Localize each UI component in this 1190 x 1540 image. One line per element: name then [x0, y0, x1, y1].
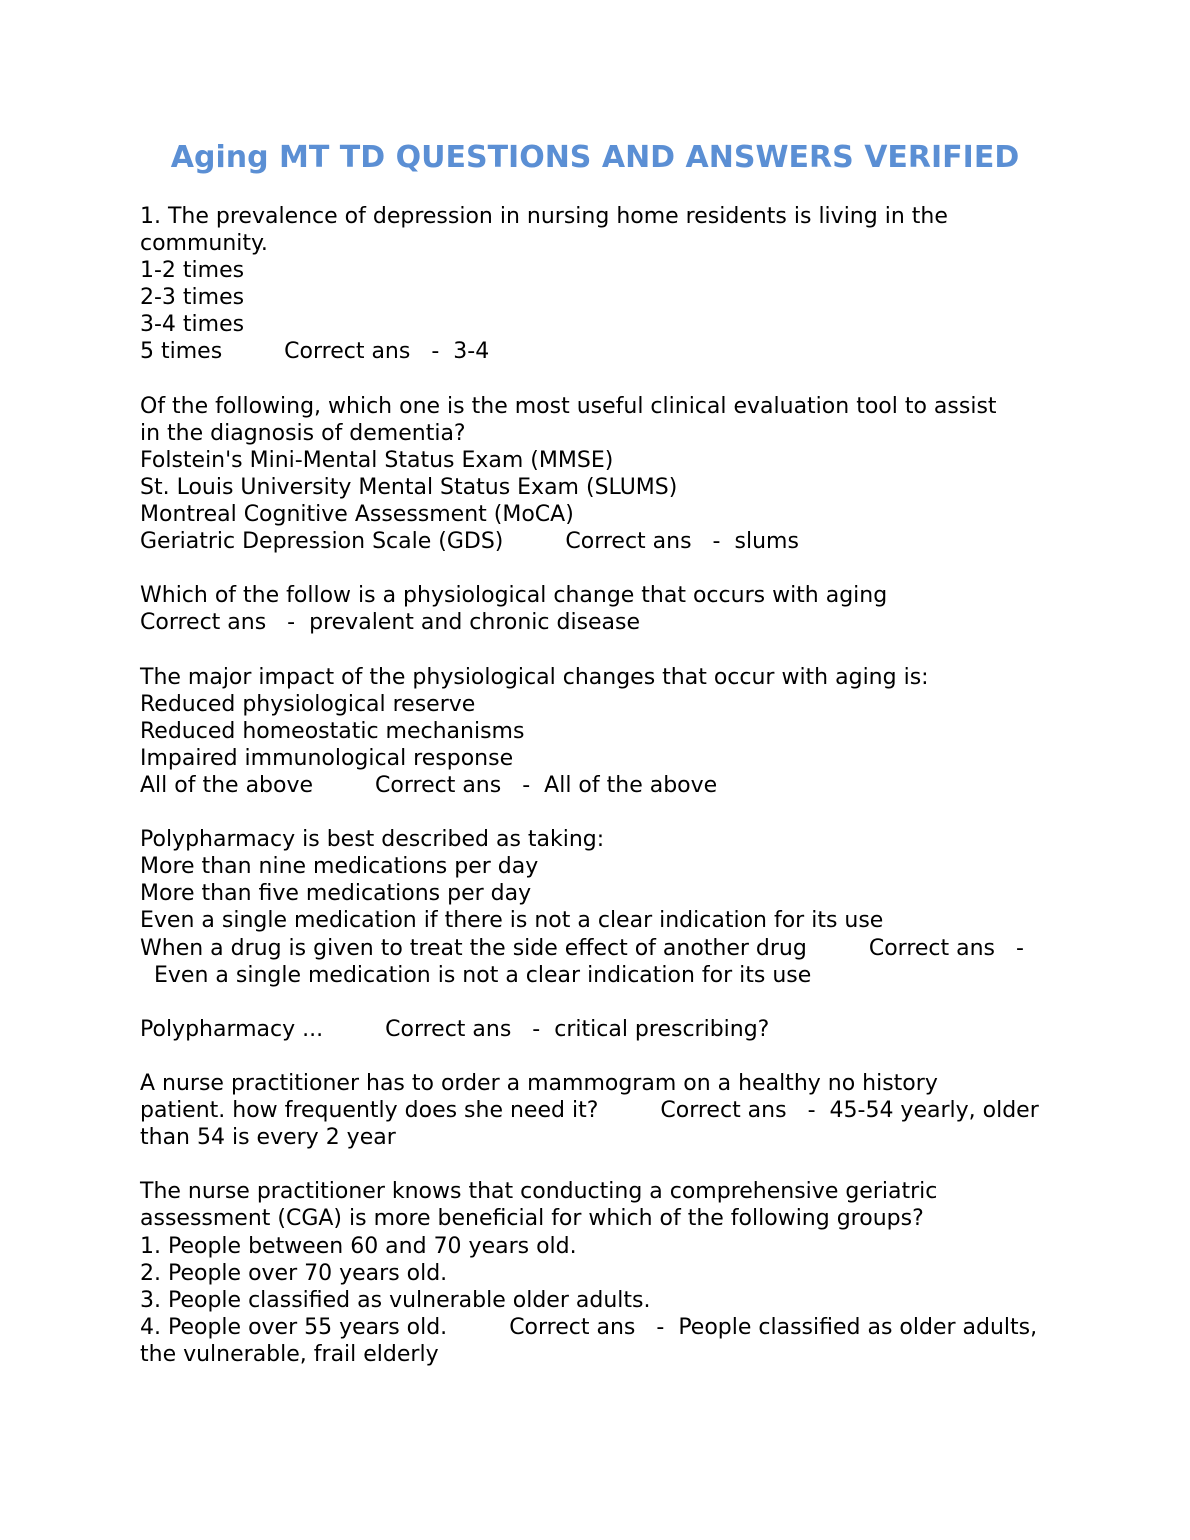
question-line: The major impact of the physiological changes that occur with aging is:: [140, 664, 929, 690]
option-text: 4. People over 55 years old.: [140, 1314, 448, 1340]
correct-answer-text: slums: [734, 529, 799, 555]
correct-answer-label: Correct ans: [565, 529, 692, 555]
answer-line: [140, 1314, 1060, 1368]
option-text: When a drug is given to treat the side effect of another drug: [140, 935, 807, 961]
question-line: St. Louis University Mental Status Exam (SLUMS): [140, 474, 678, 500]
question-line: in the diagnosis of dementia?: [140, 420, 466, 446]
answer-separator: -: [287, 610, 296, 636]
answer-line: [140, 1097, 1060, 1151]
question-line: A nurse practitioner has to order a mammogram on a healthy no history: [140, 1071, 938, 1096]
correct-answer-text: Even a single medication is not a clear indication for its use: [154, 962, 812, 988]
option-text: patient. how frequently does she need it?: [140, 1098, 599, 1124]
correct-answer-text: 45-54 yearly, older than 54 is every 2 year: [140, 1098, 1039, 1151]
question-block: [140, 1016, 1060, 1043]
question-line: Of the following, which one is the most useful clinical evaluation tool to assist: [140, 393, 997, 419]
question-list: [140, 203, 1060, 1395]
question-line: Even a single medication if there is not a clear indication for its use: [140, 908, 884, 934]
question-line: 3. People classified as vulnerable older adults.: [140, 1287, 651, 1313]
question-block: [140, 1070, 1060, 1151]
question-line: More than five medications per day: [140, 881, 532, 907]
question-line: Which of the follow is a physiological change that occurs with aging: [140, 583, 888, 609]
question-block: [140, 664, 1060, 799]
question-line: community.: [140, 231, 268, 257]
question-block: [140, 203, 1060, 366]
correct-answer-label: Correct ans: [140, 610, 267, 636]
correct-answer-text: People classified as older adults, the vulnerable, frail elderly: [140, 1314, 1038, 1367]
answer-separator: -: [522, 772, 531, 798]
question-line: Reduced physiological reserve: [140, 691, 476, 717]
question-line: Polypharmacy is best described as taking:: [140, 827, 605, 853]
question-line: 3-4 times: [140, 312, 245, 338]
answer-separator: -: [431, 339, 440, 365]
answer-separator: -: [807, 1098, 816, 1124]
correct-answer-label: Correct ans: [868, 935, 996, 961]
answer-line: [140, 935, 1060, 989]
answer-line: [140, 1016, 1060, 1043]
correct-answer-label: Correct ans: [375, 772, 502, 798]
question-line: 1-2 times: [140, 258, 245, 284]
question-line: Montreal Cognitive Assessment (MoCA): [140, 502, 574, 528]
question-line: 2-3 times: [140, 285, 245, 311]
correct-answer-text: All of the above: [544, 772, 718, 798]
answer-line: [140, 338, 1060, 365]
option-text: All of the above: [140, 772, 314, 798]
correct-answer-label: Correct ans: [660, 1098, 787, 1124]
question-line: 2. People over 70 years old.: [140, 1260, 448, 1286]
question-line: Folstein's Mini-Mental Status Exam (MMSE): [140, 447, 614, 473]
question-line: More than nine medications per day: [140, 854, 539, 880]
answer-line: [140, 609, 1060, 636]
answer-separator: -: [532, 1016, 541, 1042]
correct-answer-label: Correct ans: [385, 1016, 512, 1042]
correct-answer-label: Correct ans: [284, 339, 411, 365]
answer-separator: -: [1016, 935, 1024, 961]
question-block: [140, 582, 1060, 636]
correct-answer-text: 3-4: [453, 339, 490, 365]
option-text: Geriatric Depression Scale (GDS): [140, 529, 504, 555]
answer-line: [140, 772, 1060, 799]
question-line: assessment (CGA) is more beneficial for which of the following groups?: [140, 1206, 924, 1232]
correct-answer-text: critical prescribing?: [554, 1016, 770, 1042]
question-line: Impaired immunological response: [140, 745, 514, 771]
correct-answer-label: Correct ans: [509, 1314, 636, 1340]
option-text: Polypharmacy ...: [140, 1016, 324, 1042]
answer-line: [140, 528, 1060, 555]
question-line: Reduced homeostatic mechanisms: [140, 718, 525, 744]
correct-answer-text: prevalent and chronic disease: [309, 610, 641, 636]
question-block: [140, 1178, 1060, 1368]
question-line: 1. The prevalence of depression in nursing home residents is living in the: [140, 204, 948, 229]
question-block: [140, 393, 1060, 556]
answer-separator: -: [712, 529, 721, 555]
option-text: 5 times: [140, 339, 223, 365]
question-block: [140, 826, 1060, 989]
answer-separator: -: [656, 1314, 665, 1340]
question-line: 1. People between 60 and 70 years old.: [140, 1233, 577, 1259]
document-title: Aging MT TD QUESTIONS AND ANSWERS VERIFIED: [170, 140, 1020, 175]
question-line: The nurse practitioner knows that conducting a comprehensive geriatric: [140, 1179, 938, 1205]
